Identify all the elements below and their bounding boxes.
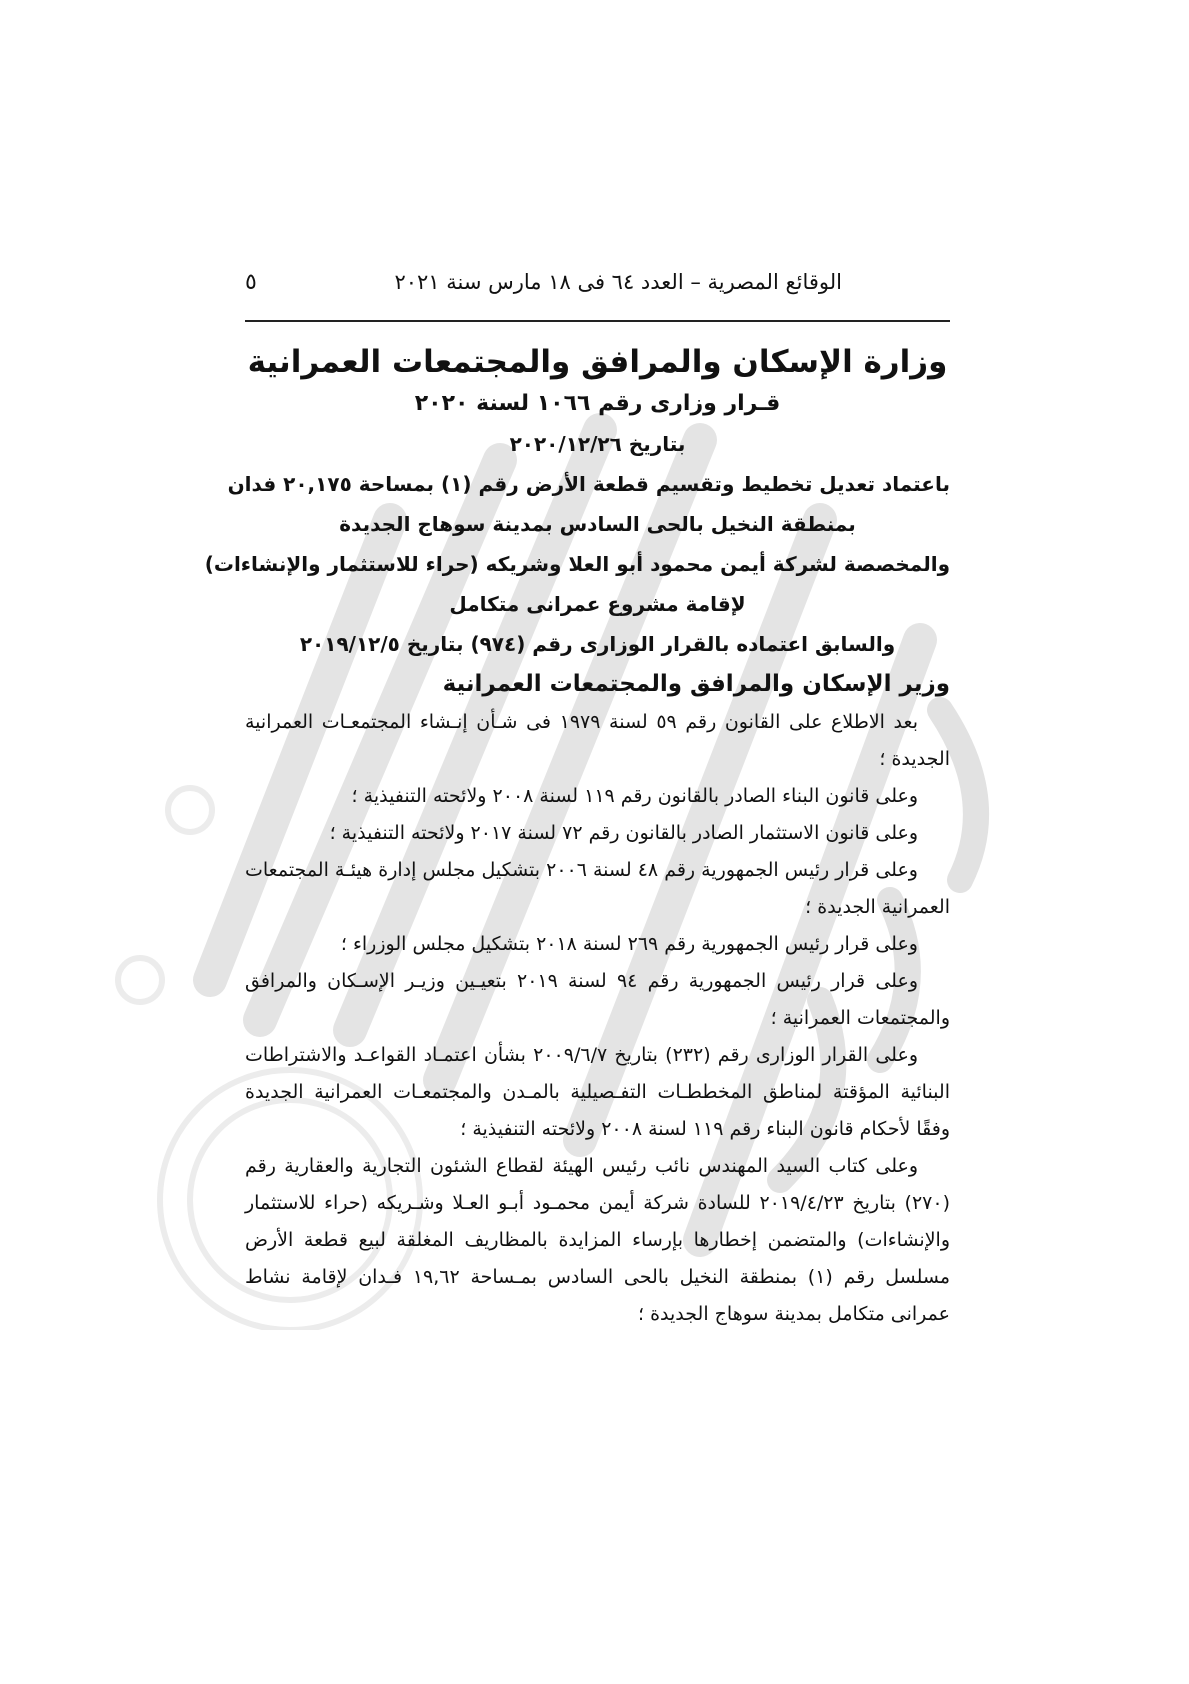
header-divider <box>245 320 950 322</box>
subject-line-5: والسابق اعتماده بالقرار الوزارى رقم (٩٧٤) بتاريخ ٢٠١٩/١٢/٥ <box>299 632 896 656</box>
gazette-header-title: الوقائع المصرية – العدد ٦٤ فى ١٨ مارس سنة ٢٠٢١ <box>394 270 842 294</box>
decree-date: بتاريخ ٢٠٢٠/١٢/٢٦ <box>509 432 686 456</box>
preamble-paragraph: وعلى قرار رئيس الجمهورية رقم ٩٤ لسنة ٢٠١٩ بتعيـين وزيـر الإسـكان والمرافق والمجتمعات العمرانية ؛ <box>245 970 950 1029</box>
preamble-paragraph: وعلى قرار رئيس الجمهورية رقم ٢٦٩ لسنة ٢٠١٨ بتشكيل مجلس الوزراء ؛ <box>340 933 918 955</box>
preamble-paragraph: وعلى القرار الوزارى رقم (٢٣٢) بتاريخ ٢٠٠٩/٦/٧ بشأن اعتمـاد القواعـد والاشتراطات البنائية المؤقتة لمناطق المخططـات التفـصيلية بالمـدن والمجتمعـات العمرانية الجديدة وفقًا لأحكام قانون البناء رقم ١١٩ لسنة ٢٠٠٨ ولائحته التنفيذية ؛ <box>245 1044 950 1140</box>
subject-line-1: باعتماد تعديل تخطيط وتقسيم قطعة الأرض رقم (١) بمساحة ٢٠,١٧٥ فدان <box>227 472 950 496</box>
page-header <box>245 270 950 310</box>
decree-content <box>204 340 951 1333</box>
preamble-paragraph: وعلى قرار رئيس الجمهورية رقم ٤٨ لسنة ٢٠٠٦ بتشكيل مجلس إدارة هيئـة المجتمعات العمرانية الجديدة ؛ <box>245 859 950 918</box>
preamble-paragraph: بعد الاطلاع على القانون رقم ٥٩ لسنة ١٩٧٩ فى شـأن إنـشاء المجتمعـات العمرانية الجديدة ؛ <box>245 711 950 770</box>
preamble-paragraph: وعلى كتاب السيد المهندس نائب رئيس الهيئة لقطاع الشئون التجارية والعقارية رقم (٢٧٠) بتاريخ ٢٠١٩/٤/٢٣ للسادة شركة أيمن محمـود أبـو العـلا وشـريكه (حراء للاستثمار والإنشاءات) والمتضمن إخطارها بإرساء المزايدة بالمظاريف المغلقة لبيع قطعة الأرض مسلسل رقم (١) بمنطقة النخيل بالحى السادس بمـساحة ١٩,٦٢ فـدان لإقامة نشاط عمرانى متكامل بمدينة سوهاج الجديدة ؛ <box>245 1155 951 1325</box>
preamble-paragraph: وعلى قانون البناء الصادر بالقانون رقم ١١٩ لسنة ٢٠٠٨ ولائحته التنفيذية ؛ <box>351 785 918 807</box>
subject-line-3: والمخصصة لشركة أيمن محمود أبو العلا وشريكه (حراء للاستثمار والإنشاءات) <box>204 552 950 576</box>
decree-preamble <box>245 704 950 1333</box>
page-number: ٥ <box>245 270 257 295</box>
minister-heading: وزير الإسكان والمرافق والمجتمعات العمرانية <box>442 671 950 697</box>
subject-line-2: بمنطقة النخيل بالحى السادس بمدينة سوهاج الجديدة <box>339 512 856 536</box>
ministry-title: وزارة الإسكان والمرافق والمجتمعات العمرانية <box>247 344 948 380</box>
decree-number: قـرار وزارى رقم ١٠٦٦ لسنة ٢٠٢٠ <box>414 391 781 416</box>
subject-line-4: لإقامة مشروع عمرانى متكامل <box>449 592 746 616</box>
preamble-paragraph: وعلى قانون الاستثمار الصادر بالقانون رقم ٧٢ لسنة ٢٠١٧ ولائحته التنفيذية ؛ <box>329 822 918 844</box>
